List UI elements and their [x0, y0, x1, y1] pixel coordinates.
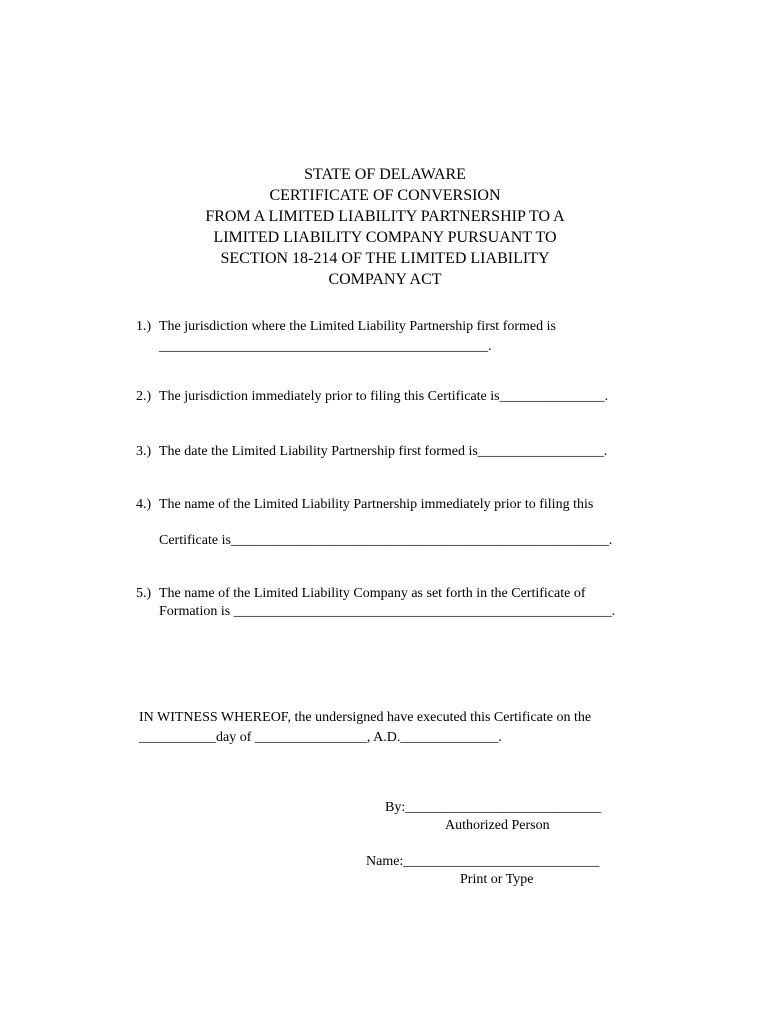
item-5-blank: Formation is ______________________________________________________.	[159, 604, 616, 619]
witness-clause: IN WITNESS WHEREOF, the undersigned have executed this Certificate on the	[139, 710, 592, 725]
title-line: FROM A LIMITED LIABILITY PARTNERSHIP TO A	[205, 208, 565, 225]
item-5-number: 5.)	[136, 586, 152, 601]
signature-by-caption: Authorized Person	[445, 818, 550, 833]
title-line: SECTION 18-214 OF THE LIMITED LIABILITY	[220, 250, 550, 267]
signature-name-caption: Print or Type	[460, 872, 534, 887]
item-2-text: The jurisdiction immediately prior to filing this Certificate is_______________.	[159, 389, 609, 404]
item-4-number: 4.)	[136, 497, 152, 512]
signature-name-line: Name:____________________________	[366, 854, 600, 869]
item-1-blank: _______________________________________________.	[159, 339, 492, 354]
item-1-text: The jurisdiction where the Limited Liability Partnership first formed is	[159, 319, 556, 334]
item-3-text: The date the Limited Liability Partnership first formed is__________________.	[159, 444, 608, 459]
signature-by-line: By:____________________________	[385, 800, 602, 815]
title-line: STATE OF DELAWARE	[304, 166, 466, 183]
title-line: LIMITED LIABILITY COMPANY PURSUANT TO	[213, 229, 557, 246]
witness-date-blanks: ___________day of ________________, A.D.______________.	[139, 730, 502, 745]
item-4-blank: Certificate is______________________________________________________.	[159, 533, 613, 548]
title-line: CERTIFICATE OF CONVERSION	[269, 187, 501, 204]
item-3-number: 3.)	[136, 444, 152, 459]
item-1-number: 1.)	[136, 319, 152, 334]
title-line: COMPANY ACT	[328, 271, 442, 288]
item-2-number: 2.)	[136, 389, 152, 404]
document-title	[0, 164, 770, 290]
item-5-text: The name of the Limited Liability Company as set forth in the Certificate of	[159, 586, 586, 601]
item-4-text: The name of the Limited Liability Partnership immediately prior to filing this	[159, 497, 594, 512]
